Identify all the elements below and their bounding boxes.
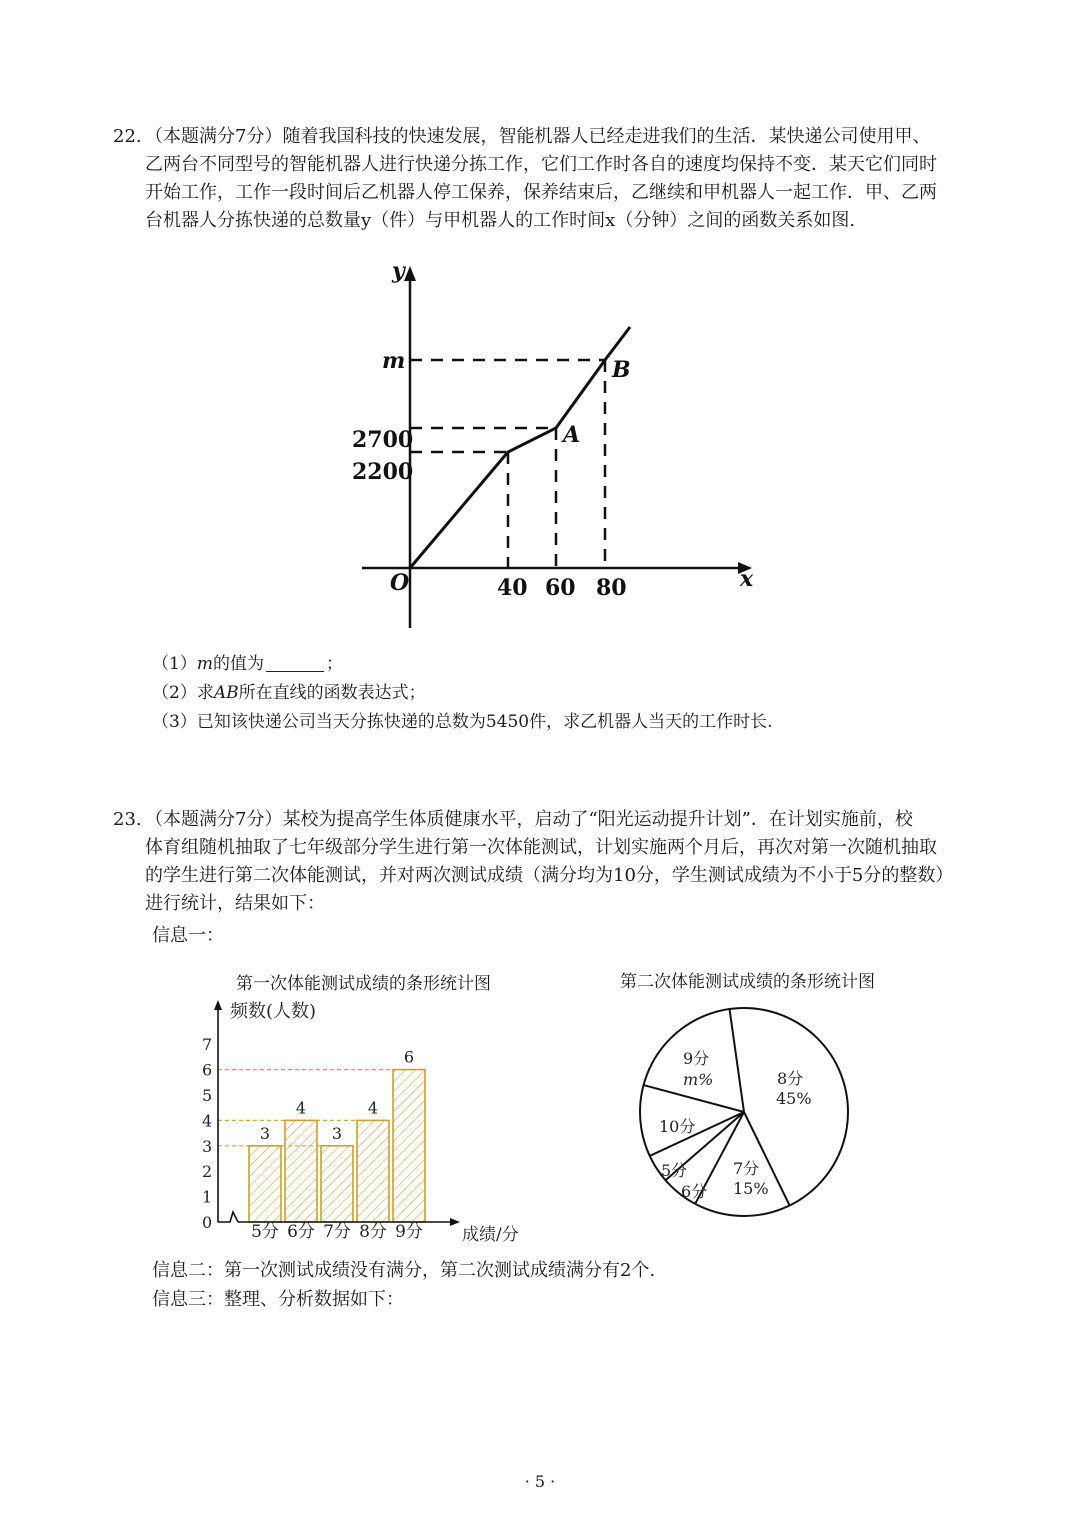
bar-y-tick: 1: [202, 1187, 213, 1207]
question-number: 23.: [113, 809, 142, 830]
pie-value-9: m%: [683, 1070, 714, 1089]
x-tick-80: 80: [596, 575, 627, 601]
answer-blank[interactable]: [266, 653, 324, 672]
bar-chart: [190, 990, 540, 1250]
y-tick-2200: 2200: [352, 459, 414, 485]
pie-label-5: 5分: [661, 1161, 688, 1180]
sub1-end: ；: [325, 654, 343, 674]
sub1-text: 的值为: [212, 654, 264, 674]
sub1-prefix: （1）: [152, 654, 197, 674]
q23-line-1: （本题满分7分）某校为提高学生体质健康水平，启动了“阳光运动提升计划”．在计划实施前，校: [145, 809, 913, 830]
function-graph: [340, 250, 780, 640]
page-number: · 5 ·: [524, 1472, 556, 1491]
axis-break: [218, 1212, 238, 1222]
bar-y-tick: 3: [202, 1136, 213, 1156]
q22-sub2: [152, 681, 426, 705]
pie-value-8: 45%: [776, 1089, 812, 1108]
pie-value-7: 15%: [733, 1179, 769, 1198]
info-1: 信息一：: [152, 925, 224, 946]
bar-x-label: 成绩/分: [462, 1225, 519, 1245]
bar-category-label: 9分: [395, 1222, 423, 1242]
sub2-prefix: （2）求: [152, 683, 214, 703]
pie-label-6: 6分: [681, 1182, 708, 1201]
pie-chart: [630, 1000, 860, 1230]
q23-line-3: 的学生进行第二次体能测试，并对两次测试成绩（满分均为10分，学生测试成绩为不小于5分的整数）: [145, 865, 954, 886]
sub2-var: AB: [213, 683, 239, 703]
x-tick-60: 60: [545, 575, 576, 601]
q23-line-2: 体育组随机抽取了七年级部分学生进行第一次体能测试，计划实施两个月后，再次对第一次随机抽取: [145, 837, 937, 858]
bar-y-tick: 0: [202, 1213, 213, 1232]
bar-category-label: 6分: [287, 1222, 315, 1242]
y-axis-label: y: [392, 258, 405, 284]
pie-label-7: 7分: [733, 1159, 760, 1178]
bar-category-label: 7分: [323, 1222, 351, 1242]
bar-y-tick: 4: [202, 1111, 213, 1131]
bar-value-label: 4: [367, 1098, 379, 1118]
bar-category-label: 8分: [359, 1222, 387, 1242]
bar-y-tick: 2: [202, 1162, 213, 1182]
bar-y-label: 频数(人数): [230, 1001, 317, 1022]
pie-label-9: 9分: [683, 1049, 710, 1068]
info-3: 信息三：整理、分析数据如下：: [152, 1289, 404, 1310]
bar-y-tick: 7: [202, 1035, 213, 1055]
q22-line-4: 台机器人分拣快递的总数量y（件）与甲机器人的工作时间x（分钟）之间的函数关系如图.: [145, 210, 856, 231]
x-tick-40: 40: [497, 575, 528, 601]
bar: [393, 1070, 425, 1222]
q22-line-2: 乙两台不同型号的智能机器人进行快递分拣工作，它们工作时各自的速度均保持不变．某天它们同时: [145, 154, 937, 175]
origin-label: O: [390, 570, 410, 596]
bar-y-axis-arrow: [214, 1000, 222, 1010]
bar-value-label: 6: [403, 1047, 415, 1067]
point-label-b: B: [612, 357, 631, 383]
bar: [285, 1120, 317, 1222]
q23-line-4: 进行统计，结果如下：: [145, 893, 325, 914]
bar-x-axis-arrow: [450, 1218, 460, 1226]
sub2-text: 所在直线的函数表达式；: [238, 683, 426, 703]
bar-value-label: 3: [331, 1123, 343, 1143]
y-tick-2700: 2700: [352, 427, 414, 453]
q22-line-3: 开始工作，工作一段时间后乙机器人停工保养，保养结束后，乙继续和甲机器人一起工作．甲、乙两: [145, 182, 937, 203]
bar: [249, 1146, 281, 1222]
y-axis-arrow: [404, 266, 416, 281]
bar-value-label: 4: [295, 1098, 307, 1118]
y-tick-m: m: [382, 348, 406, 374]
bar-value-label: 3: [259, 1123, 271, 1143]
bar-chart-title: 第一次体能测试成绩的条形统计图: [236, 974, 491, 994]
x-axis-label: x: [740, 566, 754, 592]
q22-sub1: [152, 652, 343, 676]
sub1-var: m: [196, 654, 213, 674]
bar: [357, 1120, 389, 1222]
bar-y-tick: 5: [202, 1086, 213, 1105]
bar-y-tick: 6: [202, 1060, 213, 1080]
function-line: [410, 327, 630, 568]
q22-line-1: （本题满分7分）随着我国科技的快速发展，智能机器人已经走进我们的生活．某快递公司使用甲、: [145, 126, 931, 147]
question-number: 22.: [113, 126, 142, 147]
bar: [321, 1146, 353, 1222]
bar-category-label: 5分: [251, 1222, 279, 1242]
q22-sub3: （3）已知该快递公司当天分拣快递的总数为5450件，求乙机器人当天的工作时长.: [152, 712, 773, 732]
info-2: 信息二：第一次测试成绩没有满分，第二次测试成绩满分有2个.: [152, 1260, 656, 1281]
pie-label-8: 8分: [777, 1069, 804, 1088]
pie-chart-title: 第二次体能测试成绩的条形统计图: [620, 972, 875, 992]
point-label-a: A: [563, 422, 581, 448]
pie-label-10: 10分: [659, 1117, 696, 1136]
